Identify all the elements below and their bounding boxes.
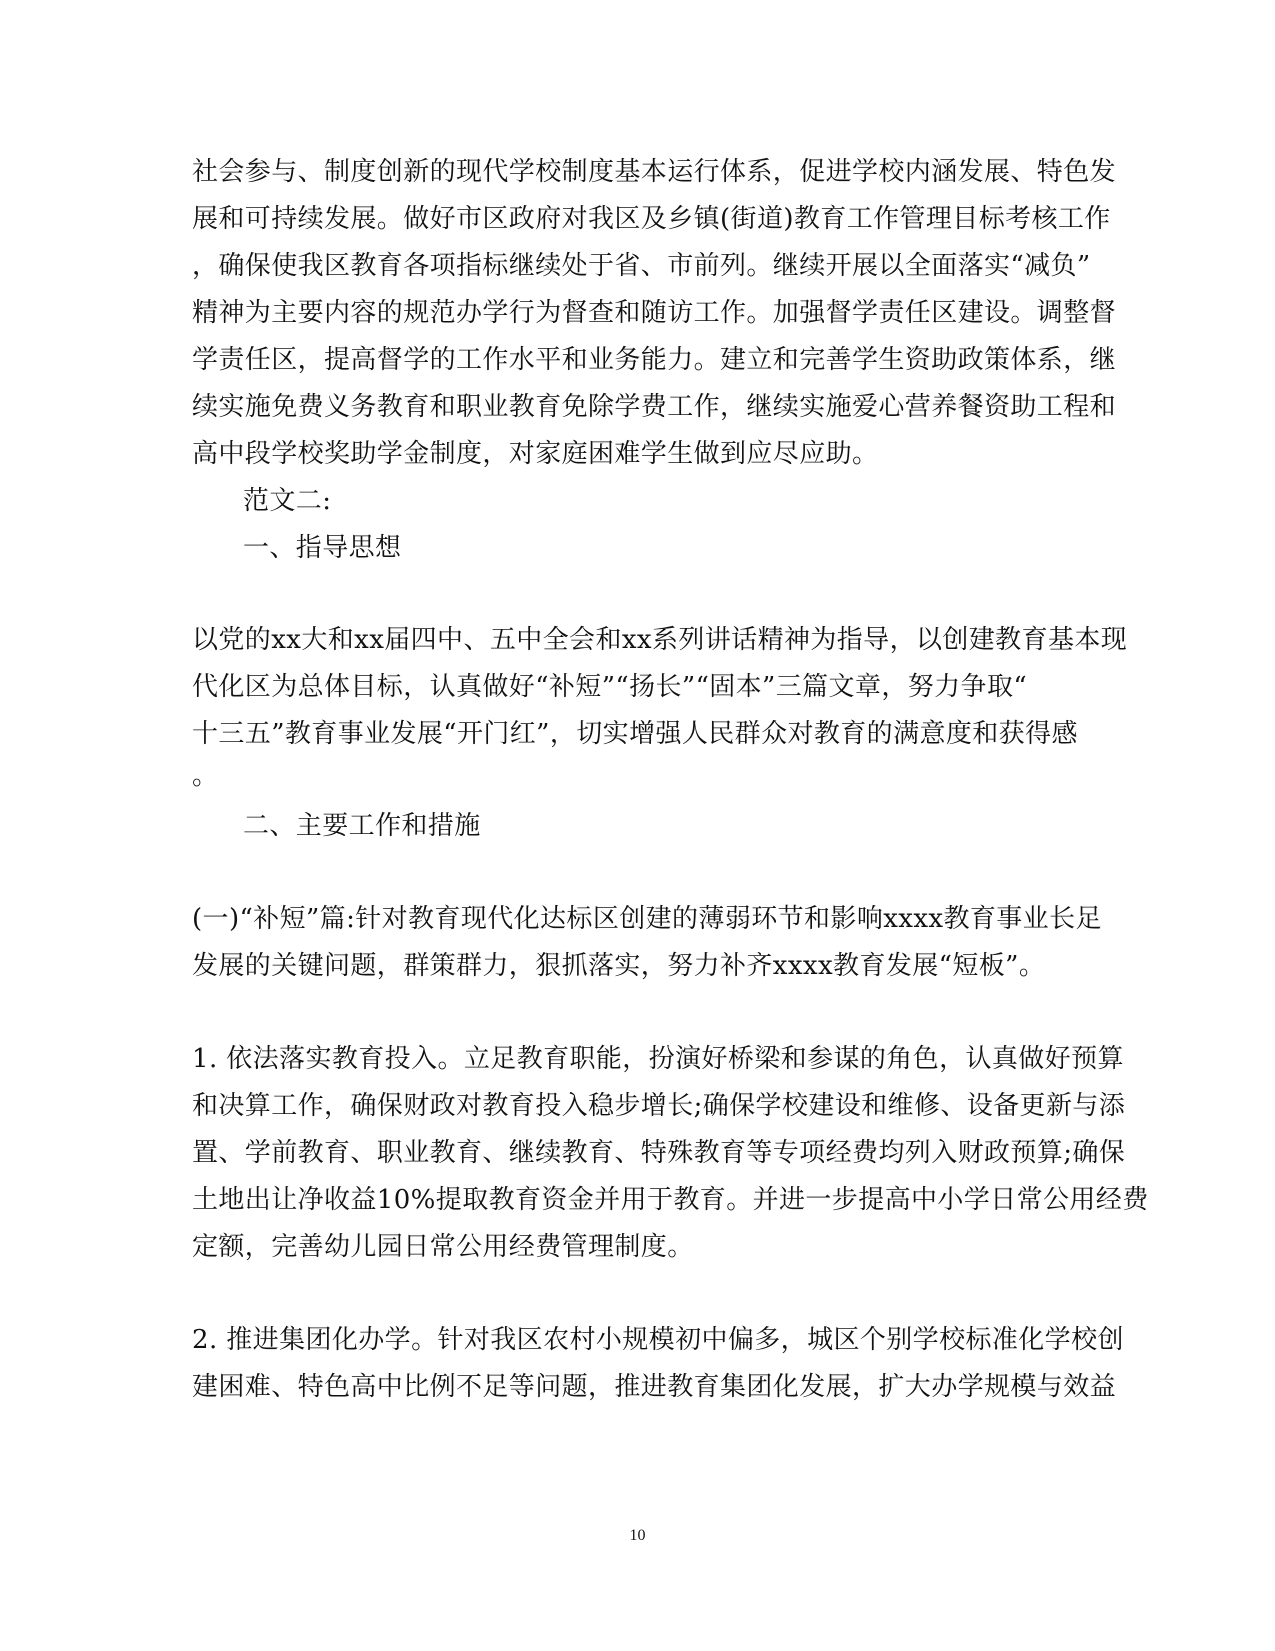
paragraph-line: 2. 推进集团化办学。针对我区农村小规模初中偏多，城区个别学校标准化学校创: [192, 1325, 1124, 1355]
paragraph-line: 发展的关键问题，群策群力，狠抓落实，努力补齐xxxx教育发展“短板”。: [192, 951, 1046, 981]
paragraph-line: 置、学前教育、职业教育、继续教育、特殊教育等专项经费均列入财政预算;确保: [192, 1138, 1126, 1168]
paragraph-line: 定额，完善幼儿园日常公用经费管理制度。: [192, 1232, 694, 1262]
paragraph-line: (一)“补短”篇:针对教育现代化达标区创建的薄弱环节和影响xxxx教育事业长足: [192, 904, 1102, 934]
paragraph-line: 精神为主要内容的规范办学行为督查和随访工作。加强督学责任区建设。调整督: [192, 298, 1117, 328]
paragraph-line: ，确保使我区教育各项指标继续处于省、市前列。继续开展以全面落实“减负”: [192, 251, 1091, 281]
section-heading: 二、主要工作和措施: [243, 811, 481, 841]
paragraph-line: 十三五”教育事业发展“开门红”，切实增强人民群众对教育的满意度和获得感: [192, 719, 1078, 749]
paragraph-line: 社会参与、制度创新的现代学校制度基本运行体系，促进学校内涵发展、特色发: [192, 157, 1117, 187]
paragraph-line: 。: [192, 761, 219, 791]
paragraph-line: 高中段学校奖助学金制度，对家庭困难学生做到应尽应助。: [192, 439, 879, 469]
paragraph-line: 1. 依法落实教育投入。立足教育职能，扮演好桥梁和参谋的角色，认真做好预算: [192, 1044, 1124, 1074]
paragraph-line: 代化区为总体目标，认真做好“补短”“扬长”“固本”三篇文章，努力争取“: [192, 672, 1028, 702]
paragraph-line: 学责任区，提高督学的工作水平和业务能力。建立和完善学生资助政策体系，继: [192, 345, 1117, 375]
paragraph-line: 建困难、特色高中比例不足等问题，推进教育集团化发展，扩大办学规模与效益: [192, 1372, 1117, 1402]
paragraph-line: 续实施免费义务教育和职业教育免除学费工作，继续实施爱心营养餐资助工程和: [192, 392, 1117, 422]
paragraph-line: 展和可持续发展。做好市区政府对我区及乡镇(街道)教育工作管理目标考核工作: [192, 204, 1111, 234]
sample-label: 范文二:: [243, 486, 332, 516]
page-number: 10: [629, 1527, 646, 1544]
section-heading: 一、指导思想: [243, 533, 402, 563]
paragraph-line: 和决算工作，确保财政对教育投入稳步增长;确保学校建设和维修、设备更新与添: [192, 1091, 1126, 1121]
paragraph-line: 以党的xx大和xx届四中、五中全会和xx系列讲话精神为指导，以创建教育基本现: [192, 625, 1128, 655]
paragraph-line: 土地出让净收益10%提取教育资金并用于教育。并进一步提高中小学日常公用经费: [192, 1185, 1149, 1215]
